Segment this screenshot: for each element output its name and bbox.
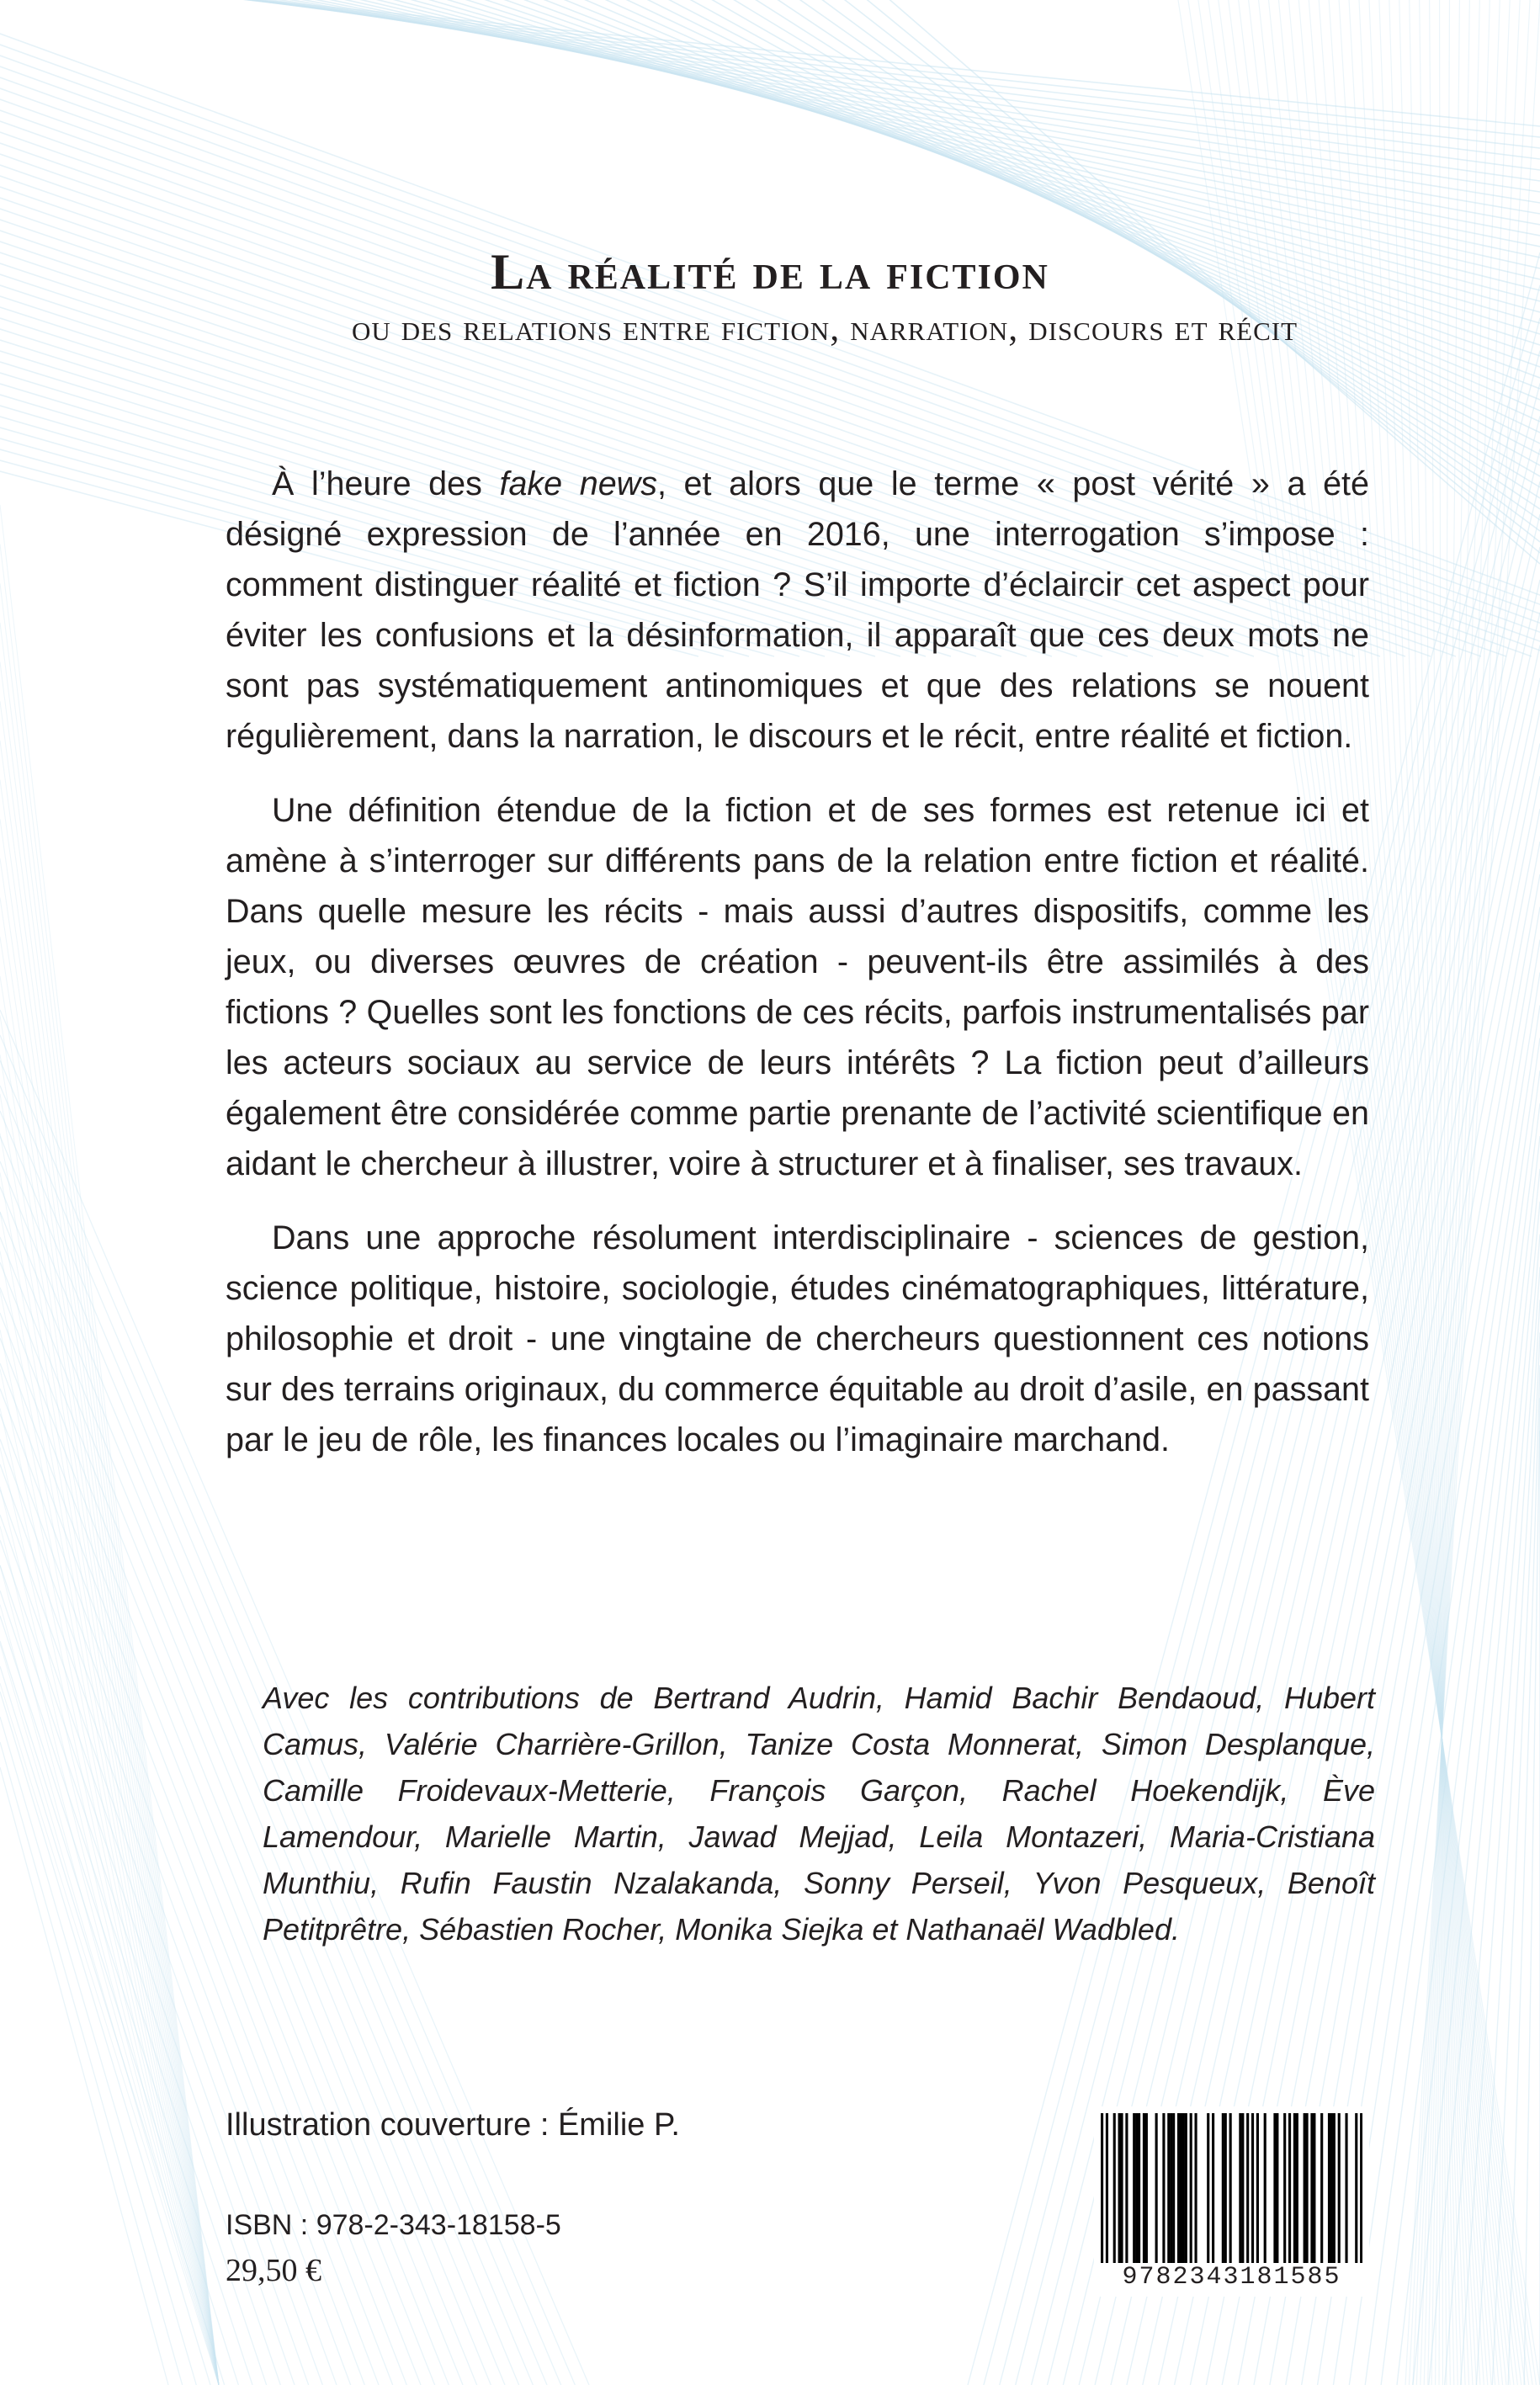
barcode-bar [1333,2113,1336,2263]
barcode-bar [1118,2113,1121,2263]
isbn: ISBN : 978-2-343-18158-5 [226,2209,561,2241]
background-line [1416,0,1510,2385]
illustration-credit: Illustration couverture : Émilie P. [226,2107,680,2143]
background-line [0,1526,219,2385]
title-block [0,241,1540,353]
background-line [185,0,1540,279]
barcode-bar [1304,2113,1306,2263]
barcode-bar [1120,2113,1123,2263]
background-line [0,1565,219,2385]
summary-p1-italic: fake news [499,465,657,502]
barcode-bar [1328,2113,1330,2263]
barcode-bar [1360,2113,1362,2263]
barcode-bar [1338,2113,1341,2263]
barcode-bar [1155,2113,1158,2263]
barcode-bar [1145,2113,1148,2263]
background-line [0,1767,168,2385]
background-line [1508,1365,1540,2385]
background-line [0,1172,219,2385]
barcode-bar [1133,2113,1135,2263]
barcode-bar [1170,2113,1172,2263]
background-line [0,1094,219,2385]
background-line [0,1683,219,2385]
barcode-bar [1167,2113,1170,2263]
book-subtitle: ou des relations entre fiction, narration, discours et récit [351,307,1298,348]
background-line [1476,1299,1540,2385]
barcode-bar [1241,2113,1244,2263]
contributors [263,1675,1375,1952]
barcode-bar [1224,2113,1227,2263]
background-line [0,0,1540,170]
background-line [1420,0,1451,2385]
barcode-bar [1190,2113,1192,2263]
background-line [0,976,219,2385]
background-line [0,1054,219,2385]
barcode-bar [1125,2113,1128,2263]
barcode-bar [1177,2113,1180,2263]
background-line [0,1016,219,2385]
barcode-bar [1330,2113,1333,2263]
barcode-bar [1182,2113,1185,2263]
barcode-bar [1185,2113,1187,2263]
barcode-bar [1345,2113,1347,2263]
background-line [0,623,219,2385]
price: 29,50 € [226,2253,321,2288]
barcode-bars [1101,2113,1362,2263]
barcode-bar [1273,2113,1276,2263]
barcode-bar [1101,2113,1103,2263]
barcode-bar [1172,2113,1175,2263]
barcode-bar [1207,2113,1209,2263]
barcode-bar [1180,2113,1182,2263]
barcode-bar [1283,2113,1286,2263]
summary-paragraph-2: Une définition étendue de la fiction et de ses formes est retenue ici et amène à s’interroger sur différents pans de la relation entre fiction et réalité. Dans quelle mesure les récits - mais aussi d’autres dispositifs, comme les jeux, ou diverses œuvres de création - peuvent-ils être assimilés à des fictions ? Quelles sont les fonctions de ces récits, parfois instrumentalisés par les acteurs sociaux au service de leurs intérêts ? La fiction peut d’ailleurs également être considérée comme partie prenante de l’activité scientifique en aidant le chercheur à illustrer, voire à structurer et à finaliser, ses travaux. [226,792,1369,1182]
background-line [135,0,1540,258]
background-line [0,583,219,2385]
barcode-bar [1212,2113,1214,2263]
background-line [8,0,1540,203]
barcode-bar [1143,2113,1145,2263]
barcode-bar [1229,2113,1232,2263]
barcode-bar [1264,2113,1267,2263]
background-line [160,0,1540,268]
barcode-number: 9782343181585 [1122,2263,1341,2292]
background-line [0,1616,252,2385]
barcode-bar [1246,2113,1249,2263]
barcode-bar [1355,2113,1357,2263]
background-line [0,701,219,2385]
background-line [0,819,219,2385]
barcode-bar [1320,2113,1323,2263]
barcode-bar [1138,2113,1140,2263]
barcode-bar [1256,2113,1259,2263]
summary-paragraph-1 [226,459,1369,762]
barcode-bar [1113,2113,1116,2263]
barcode-bar [1310,2113,1313,2263]
background-line [1379,0,1465,2385]
barcode [1094,2106,1369,2297]
barcode-bar [1276,2113,1278,2263]
barcode-bar [1288,2113,1291,2263]
summary-paragraph-3: Dans une approche résolument interdisciplinaire - sciences de gestion, science politique, histoire, sociologie, études cinématographiques, littérature, philosophie et droit - une vingtaine de chercheurs questionnent ces notions sur des terrains originaux, du commerce équitable au droit d’asile, en passant par le jeu de rôle, les finances locales ou l’imaginaire marchand. [226,1219,1369,1458]
background-line [0,1134,219,2385]
barcode-bar [1106,2113,1108,2263]
barcode-bar [1306,2113,1309,2263]
barcode-bar [1239,2113,1241,2263]
barcode-bar [1194,2113,1197,2263]
barcode-bar [1162,2113,1165,2263]
background-line [1440,0,1443,2385]
summary-p1-end: , et alors que le terme « post vérité » a été désigné expression de l’année en 2016, une interrogation s’impose : comment distinguer réalité et fiction ? S’il importe d’éclaircir cet aspect pour éviter les confusions et la désinformation, il apparaît que ces deux mots ne sont pas systématiquement antinomiques et que des relations se nouent régulièrement, dans la narration, le discours et le récit, entre réalité et fiction. [226,465,1369,755]
summary-p1-start: À l’heure des [272,465,500,502]
book-title: La réalité de la fiction [491,244,1049,300]
barcode-bar [1222,2113,1224,2263]
barcode-bar [1251,2113,1254,2263]
background-line [0,1447,219,2385]
barcode-bar [1293,2113,1296,2263]
background-line [0,0,1540,126]
barcode-bar [1313,2113,1315,2263]
barcode-bar [1296,2113,1298,2263]
background-line [1524,1398,1540,2385]
barcode-bar [1135,2113,1138,2263]
contributors-text: Avec les contributions de Bertrand Audrin, Hamid Bachir Bendaoud, Hubert Camus, Valérie Charrière-Grillon, Tanize Costa Monnerat, Simon Desplanque, Camille Froidevaux-Metterie, François Garçon, Rachel Hoekendijk, Ève Lamendour, Marielle Martin, Jawad Mejjad, Leila Montazeri, Maria-Cristiana Munthiu, Rufin Faustin Nzalakanda, Sonny Perseil, Yvon Pesqueux, Benoît Petitprêtre, Sébastien Rocher, Monika Siejka et Nathanaël Wadbled. [263,1681,1375,1947]
background-line [0,1644,219,2385]
summary-text [226,459,1369,1489]
